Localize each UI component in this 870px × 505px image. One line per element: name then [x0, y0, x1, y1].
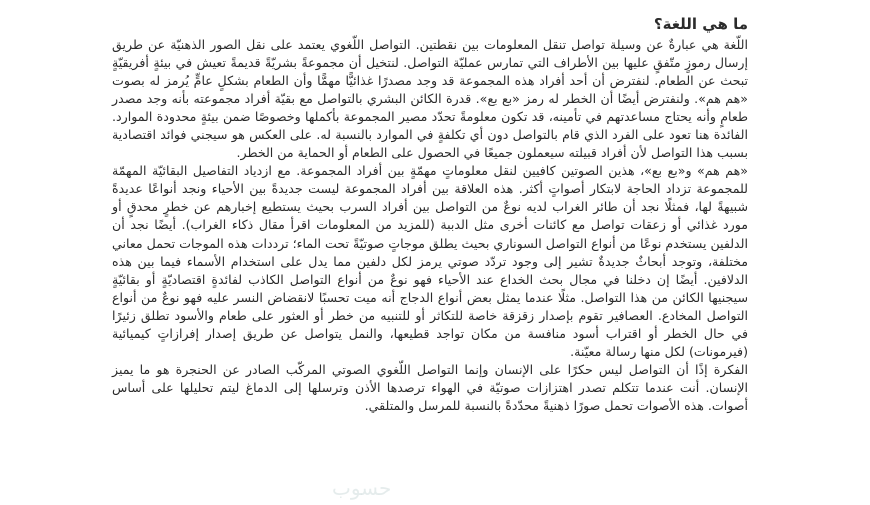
paragraph-3: الفكرة إذًا أن التواصل ليس حكرًا على الإنسان وإنما التواصل اللّغوي الصوتي المركّب الصادر عن الحنجرة هو ما يميز الإنسان. أنت عندما تتكلم تصدر اهتزازات صوتيّة في الهواء ترصدها الأذن وترسلها إلى الدماغ ليتم تحليلها على أساس أصوات. هذه الأصوات تحمل صورًا ذهنيةً محدّدةً بالنسبة للمرسل والمتلقي.: [112, 361, 748, 413]
article: [112, 14, 748, 415]
article-title: ما هي اللغة؟: [653, 15, 748, 33]
paragraph-2: «هم هم» و«بع بع»، هذين الصوتين كافيين لنقل معلوماتٍ مهمّةٍ بين أفراد المجموعة. مع ازدياد التفاصيل البقائيّة المهمّة للمجموعة تزداد الحاجة لابتكار أصواتٍ أكثر. هذه العلاقة بين أفراد المجموعة ليست جديدةً بين الأحياء ونجد أنواعًا عديدةً شبيهةً لها، فمثلًا نجد أن طائر الغراب لديه نوعٌ من التواصل بين أفراد السرب بحيث يستطيع إخبارهم عن خطرٍ محدقٍ أو مورد غذائي أو زعقات تواصل مع كائنات أخرى مثل الدببة (للمزيد من المعلومات اقرأ مقال ذكاء الغراب). أيضًا نجد أن الدلفين يستخدم نوعًا من أنواع التواصل السوناري بحيث يطلق موجاتٍ صوتيّةً تحت الماء؛ ترددات هذه الموجات تحمل معاني مختلفة، وتوجد أبحاثٌ جديدةٌ تشير إلى وجود تردّد صوتي يرمز لكل دلفين مما يدل على استخدام الأسماء فيما بين هذه الدلافين. أيضًا إن دخلنا في مجال بحث الخداع عند الأحياء فهو نوعٌ من أنواع التواصل الكاذب لفائدةٍ اقتصاديّةٍ أو بقائيّةٍ سيجنيها الكائن من هذا التواصل. مثلًا عندما يمثل بعض أنواع الدجاج أنه ميت تحسبًا لانقضاض النسر عليه فهو نوعٌ من أنواع التواصل المخادع. العصافير تقوم بإصدار زقزقة خاصة للتكاثر أو للتنبيه من خطر أو العثور على طعام والأسود تطلق زئيرًا في حال الخطر أو اقتراب أسود منافسة من مكان تواجد قطيعها، والنمل يتواصل عن طريق إصدار إفرازاتٍ كيميائية (فيرمونات) لكل منها رسالة معيّنة.: [112, 163, 748, 359]
watermark: حسوب: [332, 476, 392, 500]
paragraph-1: اللّغة هي عبارةٌ عن وسيلة تواصل تنقل المعلومات بين نقطتين. التواصل اللّغوي يعتمد على نقل الصور الذهنيّة عن طريق إرسال رموزٍ متّفقٍ عليها بين الأطراف التي تمارس عمليّة التواصل. لنتخيل أن مجموعةً بشريّةً قديمةً تعيش في بيئةٍ أفريقيّةٍ تبحث عن الطعام. لنفترض أن أحد أفراد هذه المجموعة قد وجد مصدرًا غذائيًّا مهمًّا وأن الطعام بشكلٍ عامٍّ يُرمز له بصوت «هم هم». ولنفترض أيضًا أن الخطر له رمز «بع بع». قدرة الكائن البشري بالتواصل مع بقيّة أفراد مجموعته بأنه وجد مصدر طعامٍ وأنه يحتاج مساعدتهم في تأمينه، قد تكون معلومةً تحدّد مصير المجموعة بأكملها وخصوصًا ضمن بيئةٍ محدودة الموارد. الفائدة هنا تعود على الفرد الذي قام بالتواصل دون أي تكلفةٍ في الموارد بالنسبة له. على العكس هو سيجني فوائد اقتصادية بسبب هذا التواصل لأن أفراد قبيلته سيعملون جميعًا في الحصول على الطعام أو الحماية من الخطر.: [112, 37, 748, 161]
